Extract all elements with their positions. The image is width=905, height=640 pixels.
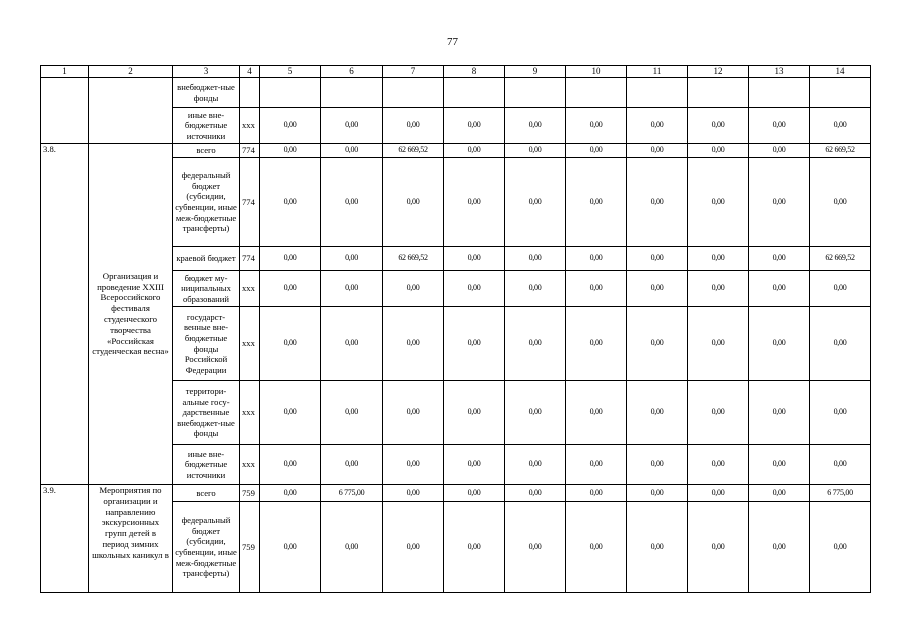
budget-code: 774 <box>240 247 260 271</box>
event-name: Организация и проведение XXIII Всероссийского фестиваля студенческого творчества «Российская студенческая весна» <box>89 144 173 485</box>
value-cell: 0,00 <box>566 271 627 307</box>
value-cell: 0,00 <box>321 144 383 158</box>
value-cell: 0,00 <box>627 381 688 445</box>
funding-source: федеральный бюджет (субсидии, субвенции, иные меж-бюджетные трансферты) <box>173 502 240 593</box>
value-cell: 0,00 <box>627 247 688 271</box>
value-cell: 0,00 <box>444 381 505 445</box>
funding-source: всего <box>173 144 240 158</box>
value-cell: 0,00 <box>566 144 627 158</box>
budget-code <box>240 78 260 108</box>
value-cell <box>810 78 871 108</box>
funding-source: федеральный бюджет (субсидии, субвенции, иные меж-бюджетные трансферты) <box>173 158 240 247</box>
value-cell: 6 775,00 <box>810 485 871 502</box>
column-header: 7 <box>383 66 444 78</box>
column-header: 9 <box>505 66 566 78</box>
table-body <box>41 66 871 593</box>
value-cell: 0,00 <box>260 381 321 445</box>
value-cell: 0,00 <box>260 247 321 271</box>
value-cell: 0,00 <box>444 445 505 485</box>
value-cell <box>566 78 627 108</box>
value-cell: 0,00 <box>749 307 810 381</box>
value-cell: 0,00 <box>444 144 505 158</box>
budget-code: 774 <box>240 144 260 158</box>
value-cell: 0,00 <box>627 485 688 502</box>
value-cell: 0,00 <box>383 485 444 502</box>
value-cell: 62 669,52 <box>383 144 444 158</box>
budget-code: xxx <box>240 271 260 307</box>
value-cell: 0,00 <box>383 108 444 144</box>
value-cell: 0,00 <box>505 108 566 144</box>
value-cell: 0,00 <box>627 445 688 485</box>
value-cell: 0,00 <box>505 144 566 158</box>
value-cell: 0,00 <box>321 445 383 485</box>
column-header: 4 <box>240 66 260 78</box>
value-cell: 0,00 <box>688 144 749 158</box>
value-cell <box>260 78 321 108</box>
value-cell: 0,00 <box>688 485 749 502</box>
event-name <box>89 78 173 144</box>
value-cell: 0,00 <box>505 247 566 271</box>
value-cell: 0,00 <box>260 445 321 485</box>
value-cell: 0,00 <box>505 485 566 502</box>
value-cell: 0,00 <box>505 307 566 381</box>
value-cell: 0,00 <box>749 445 810 485</box>
budget-table <box>40 65 871 593</box>
value-cell: 0,00 <box>627 502 688 593</box>
value-cell: 6 775,00 <box>321 485 383 502</box>
funding-source: внебюджет-ные фонды <box>173 78 240 108</box>
value-cell: 0,00 <box>383 445 444 485</box>
column-header: 6 <box>321 66 383 78</box>
value-cell: 0,00 <box>566 502 627 593</box>
value-cell <box>749 78 810 108</box>
value-cell: 0,00 <box>566 381 627 445</box>
column-header: 14 <box>810 66 871 78</box>
budget-code: xxx <box>240 381 260 445</box>
column-header: 10 <box>566 66 627 78</box>
column-header: 3 <box>173 66 240 78</box>
value-cell: 0,00 <box>444 158 505 247</box>
funding-source: всего <box>173 485 240 502</box>
funding-source: иные вне-бюджетные источники <box>173 445 240 485</box>
value-cell <box>688 78 749 108</box>
value-cell: 0,00 <box>810 445 871 485</box>
value-cell: 0,00 <box>688 271 749 307</box>
value-cell: 0,00 <box>444 271 505 307</box>
column-header-row <box>41 66 871 78</box>
table-row <box>41 78 871 108</box>
funding-source: краевой бюджет <box>173 247 240 271</box>
value-cell <box>505 78 566 108</box>
row-number: 3.8. <box>41 144 89 485</box>
column-header: 5 <box>260 66 321 78</box>
value-cell: 0,00 <box>444 108 505 144</box>
value-cell: 0,00 <box>627 307 688 381</box>
value-cell: 0,00 <box>566 485 627 502</box>
funding-source: иные вне-бюджетные источники <box>173 108 240 144</box>
value-cell: 0,00 <box>321 108 383 144</box>
value-cell: 0,00 <box>444 307 505 381</box>
column-header: 13 <box>749 66 810 78</box>
value-cell: 0,00 <box>566 307 627 381</box>
value-cell: 0,00 <box>810 271 871 307</box>
value-cell: 0,00 <box>688 502 749 593</box>
value-cell: 0,00 <box>260 108 321 144</box>
value-cell: 0,00 <box>749 108 810 144</box>
value-cell: 0,00 <box>505 502 566 593</box>
page-number: 77 <box>447 36 458 48</box>
value-cell <box>321 78 383 108</box>
column-header: 1 <box>41 66 89 78</box>
column-header: 11 <box>627 66 688 78</box>
budget-code: xxx <box>240 307 260 381</box>
value-cell: 0,00 <box>627 271 688 307</box>
column-header: 12 <box>688 66 749 78</box>
value-cell: 0,00 <box>505 158 566 247</box>
table-row <box>41 485 871 502</box>
value-cell: 0,00 <box>566 445 627 485</box>
value-cell <box>383 78 444 108</box>
value-cell: 62 669,52 <box>810 247 871 271</box>
value-cell: 0,00 <box>810 307 871 381</box>
row-number <box>41 78 89 144</box>
value-cell: 0,00 <box>505 381 566 445</box>
value-cell: 0,00 <box>444 502 505 593</box>
value-cell: 0,00 <box>749 158 810 247</box>
value-cell: 0,00 <box>505 445 566 485</box>
value-cell: 0,00 <box>383 502 444 593</box>
value-cell: 62 669,52 <box>383 247 444 271</box>
value-cell: 0,00 <box>810 108 871 144</box>
value-cell: 62 669,52 <box>810 144 871 158</box>
row-number: 3.9. <box>41 485 89 593</box>
value-cell: 0,00 <box>321 271 383 307</box>
column-header: 8 <box>444 66 505 78</box>
funding-source: территори-альные госу-дарственные внебюджет-ные фонды <box>173 381 240 445</box>
value-cell: 0,00 <box>444 485 505 502</box>
value-cell: 0,00 <box>260 307 321 381</box>
funding-source: государст-венные вне-бюджетные фонды Российской Федерации <box>173 307 240 381</box>
value-cell: 0,00 <box>810 381 871 445</box>
budget-code: xxx <box>240 445 260 485</box>
value-cell: 0,00 <box>444 247 505 271</box>
value-cell: 0,00 <box>810 502 871 593</box>
budget-code: 759 <box>240 502 260 593</box>
value-cell: 0,00 <box>749 247 810 271</box>
value-cell: 0,00 <box>260 271 321 307</box>
value-cell: 0,00 <box>505 271 566 307</box>
value-cell: 0,00 <box>383 271 444 307</box>
funding-source: бюджет му-ниципальных образований <box>173 271 240 307</box>
value-cell: 0,00 <box>321 158 383 247</box>
value-cell: 0,00 <box>688 247 749 271</box>
value-cell: 0,00 <box>749 485 810 502</box>
value-cell: 0,00 <box>321 247 383 271</box>
value-cell: 0,00 <box>688 381 749 445</box>
value-cell: 0,00 <box>260 144 321 158</box>
value-cell: 0,00 <box>627 144 688 158</box>
value-cell: 0,00 <box>627 158 688 247</box>
event-name: Мероприятия по организации и направлению экскурсионных групп детей в период зимних школьных каникул в <box>89 485 173 593</box>
budget-code: 774 <box>240 158 260 247</box>
table-row <box>41 144 871 158</box>
value-cell: 0,00 <box>566 108 627 144</box>
value-cell: 0,00 <box>749 144 810 158</box>
value-cell: 0,00 <box>321 381 383 445</box>
value-cell: 0,00 <box>749 502 810 593</box>
value-cell: 0,00 <box>688 108 749 144</box>
value-cell: 0,00 <box>383 158 444 247</box>
column-header: 2 <box>89 66 173 78</box>
budget-code: 759 <box>240 485 260 502</box>
value-cell: 0,00 <box>260 502 321 593</box>
value-cell: 0,00 <box>260 485 321 502</box>
value-cell: 0,00 <box>688 445 749 485</box>
value-cell: 0,00 <box>749 271 810 307</box>
value-cell: 0,00 <box>749 381 810 445</box>
value-cell: 0,00 <box>321 502 383 593</box>
budget-code: xxx <box>240 108 260 144</box>
value-cell: 0,00 <box>383 381 444 445</box>
value-cell <box>627 78 688 108</box>
value-cell <box>444 78 505 108</box>
value-cell: 0,00 <box>566 247 627 271</box>
value-cell: 0,00 <box>688 158 749 247</box>
value-cell: 0,00 <box>383 307 444 381</box>
value-cell: 0,00 <box>260 158 321 247</box>
value-cell: 0,00 <box>321 307 383 381</box>
value-cell: 0,00 <box>688 307 749 381</box>
value-cell: 0,00 <box>810 158 871 247</box>
value-cell: 0,00 <box>566 158 627 247</box>
value-cell: 0,00 <box>627 108 688 144</box>
